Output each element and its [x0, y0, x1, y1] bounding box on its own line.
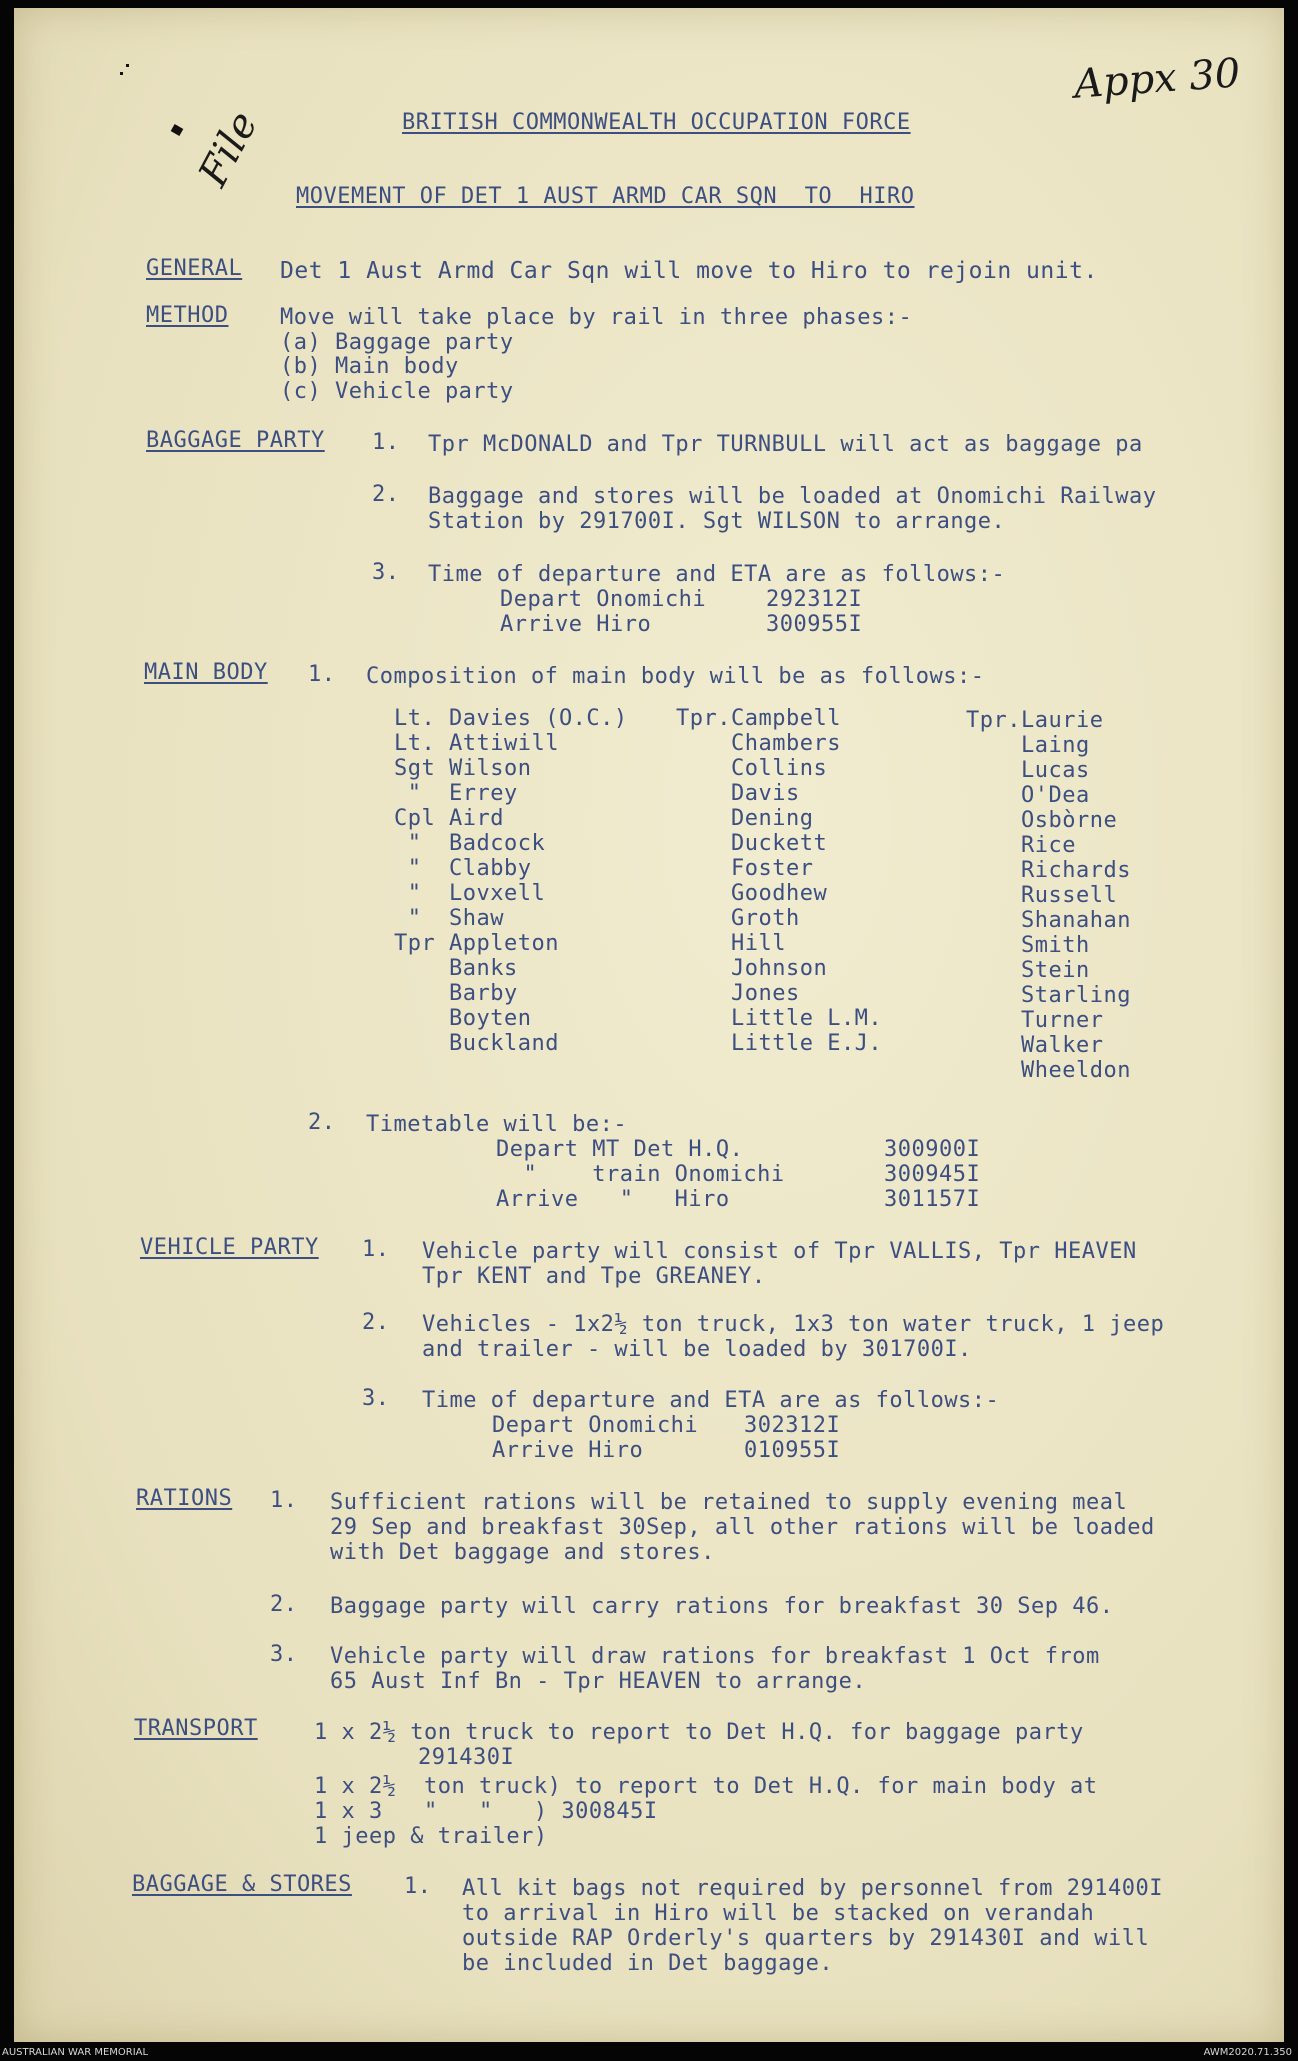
baggage-party-p2: Station by 291700I. Sgt WILSON to arrange. [428, 509, 1006, 534]
personnel-name: Sgt Wilson [394, 756, 532, 781]
main-body-p1: Composition of main body will be as follows:- [366, 664, 985, 689]
method-item: (c) Vehicle party [280, 379, 514, 404]
transport-line: 291430I [418, 1745, 515, 1770]
personnel-name: Smith [966, 933, 1090, 958]
paragraph-number: 3. [362, 1386, 390, 1411]
personnel-name: " Shaw [394, 906, 504, 931]
personnel-name: Lt. Attiwill [394, 731, 559, 756]
personnel-name: Dening [676, 806, 814, 831]
personnel-name: Hill [676, 931, 786, 956]
ink-mark [171, 124, 184, 136]
personnel-name: " Lovxell [394, 881, 546, 906]
personnel-name: Stein [966, 958, 1090, 983]
vehicle-party-p1: Tpr KENT and Tpe GREANEY. [422, 1264, 766, 1289]
transport-line: 1 jeep & trailer) [314, 1824, 548, 1849]
transport-line: 1 x 2½ ton truck) to report to Det H.Q. for main body at [314, 1774, 1098, 1799]
paragraph-number: 1. [308, 662, 336, 687]
main-body-p2: Timetable will be:- [366, 1112, 628, 1137]
paragraph-number: 1. [362, 1237, 390, 1262]
paragraph-number: 3. [372, 560, 400, 585]
personnel-name: Lucas [966, 758, 1090, 783]
depart-label: Depart Onomichi [500, 587, 707, 612]
transport-line: 1 x 3 " " ) 300845I [314, 1799, 658, 1824]
personnel-name: Boyten [394, 1006, 532, 1031]
method-intro: Move will take place by rail in three phases:- [280, 305, 913, 330]
personnel-name: Osbòrne [966, 808, 1118, 833]
personnel-name: Foster [676, 856, 814, 881]
personnel-name: Buckland [394, 1031, 559, 1056]
personnel-name: Richards [966, 858, 1131, 883]
paragraph-number: 2. [308, 1110, 336, 1135]
vehicle-party-p2: and trailer - will be loaded by 301700I. [422, 1337, 972, 1362]
timetable-time: 301157I [884, 1187, 981, 1212]
paragraph-number: 2. [362, 1310, 390, 1335]
personnel-name: Tpr.Laurie [966, 708, 1104, 733]
baggage-party-p1: Tpr McDONALD and Tpr TURNBULL will act as baggage pa [428, 432, 1143, 457]
paragraph-number: 1. [404, 1874, 432, 1899]
baggage-stores-line: outside RAP Orderly's quarters by 291430I and will [462, 1926, 1150, 1951]
method-heading: METHOD [146, 303, 229, 328]
personnel-name: Laing [966, 733, 1090, 758]
general-text: Det 1 Aust Armd Car Sqn will move to Hiro to rejoin unit. [280, 258, 1098, 284]
personnel-name: Shanahan [966, 908, 1131, 933]
baggage-party-p2: Baggage and stores will be loaded at Onomichi Railway [428, 484, 1157, 509]
personnel-name: Jones [676, 981, 800, 1006]
personnel-name: Rice [966, 833, 1076, 858]
vehicle-party-p2: Vehicles - 1x2½ ton truck, 1x3 ton water truck, 1 jeep [422, 1312, 1165, 1337]
transport-line: 1 x 2½ ton truck to report to Det H.Q. for baggage party [314, 1720, 1084, 1745]
rations-p1: Sufficient rations will be retained to supply evening meal [330, 1490, 1128, 1515]
personnel-name: Starling [966, 983, 1131, 1008]
depart-time: 292312I [766, 587, 863, 612]
arrive-time: 010955I [744, 1438, 841, 1463]
transport-heading: TRANSPORT [134, 1716, 258, 1741]
personnel-name: Goodhew [676, 881, 828, 906]
baggage-stores-line: be included in Det baggage. [462, 1951, 834, 1976]
rations-p1: 29 Sep and breakfast 30Sep, all other rations will be loaded [330, 1515, 1155, 1540]
method-item: (a) Baggage party [280, 330, 514, 355]
personnel-name: " Clabby [394, 856, 532, 881]
appx-annotation: Appx 30 [1072, 50, 1242, 108]
personnel-name: O'Dea [966, 783, 1090, 808]
footer-credit: AUSTRALIAN WAR MEMORIAL [2, 2047, 149, 2058]
method-item: (b) Main body [280, 354, 459, 379]
arrive-label: Arrive Hiro [500, 612, 652, 637]
arrive-label: Arrive Hiro [492, 1438, 644, 1463]
personnel-name: Tpr Appleton [394, 931, 559, 956]
paragraph-number: 1. [372, 430, 400, 455]
personnel-name: Little E.J. [676, 1031, 883, 1056]
rations-heading: RATIONS [136, 1486, 233, 1511]
baggage-party-p3: Time of departure and ETA are as follows:- [428, 562, 1006, 587]
personnel-name: Turner [966, 1008, 1104, 1033]
timetable-label: " train Onomichi [496, 1162, 785, 1187]
depart-label: Depart Onomichi [492, 1413, 699, 1438]
baggage-stores-line: All kit bags not required by personnel from 291400I [462, 1876, 1164, 1901]
main-body-heading: MAIN BODY [144, 660, 268, 685]
paragraph-number: 2. [270, 1592, 298, 1617]
rations-p2: Baggage party will carry rations for breakfast 30 Sep 46. [330, 1594, 1114, 1619]
vehicle-party-heading: VEHICLE PARTY [140, 1235, 319, 1260]
personnel-name: Johnson [676, 956, 828, 981]
personnel-name: " Errey [394, 781, 518, 806]
timetable-label: Depart MT Det H.Q. [496, 1137, 744, 1162]
file-annotation: File [190, 104, 267, 194]
personnel-name: Davis [676, 781, 800, 806]
timetable-time: 300900I [884, 1137, 981, 1162]
personnel-name: " Badcock [394, 831, 546, 856]
personnel-name: Cpl Aird [394, 806, 504, 831]
document-page [14, 8, 1284, 2042]
rations-p1: with Det baggage and stores. [330, 1540, 715, 1565]
timetable-label: Arrive " Hiro [496, 1187, 730, 1212]
personnel-name: Collins [676, 756, 828, 781]
general-heading: GENERAL [146, 256, 243, 281]
personnel-name: Banks [394, 956, 518, 981]
paragraph-number: 2. [372, 482, 400, 507]
baggage-stores-heading: BAGGAGE & STORES [132, 1872, 352, 1897]
document-subtitle: MOVEMENT OF DET 1 AUST ARMD CAR SQN TO HIRO [296, 184, 915, 209]
baggage-stores-line: to arrival in Hiro will be stacked on verandah [462, 1901, 1095, 1926]
depart-time: 302312I [744, 1413, 841, 1438]
footer-reference: AWM2020.71.350 [1203, 2047, 1292, 2058]
personnel-name: Little L.M. [676, 1006, 883, 1031]
personnel-name: Walker [966, 1033, 1104, 1058]
rations-p3: 65 Aust Inf Bn - Tpr HEAVEN to arrange. [330, 1669, 867, 1694]
personnel-name: Chambers [676, 731, 841, 756]
personnel-name: Tpr.Campbell [676, 706, 841, 731]
vehicle-party-p1: Vehicle party will consist of Tpr VALLIS, Tpr HEAVEN [422, 1239, 1137, 1264]
baggage-party-heading: BAGGAGE PARTY [146, 428, 325, 453]
personnel-name: Russell [966, 883, 1118, 908]
paragraph-number: 3. [270, 1642, 298, 1667]
personnel-name: Lt. Davies (O.C.) [394, 706, 628, 731]
timetable-time: 300945I [884, 1162, 981, 1187]
vehicle-party-p3: Time of departure and ETA are as follows:- [422, 1388, 1000, 1413]
paragraph-number: 1. [270, 1488, 298, 1513]
document-title: BRITISH COMMONWEALTH OCCUPATION FORCE [402, 110, 911, 135]
personnel-name: Barby [394, 981, 518, 1006]
personnel-name: Wheeldon [966, 1058, 1131, 1083]
ink-mark [126, 64, 129, 67]
rations-p3: Vehicle party will draw rations for breakfast 1 Oct from [330, 1644, 1100, 1669]
personnel-name: Duckett [676, 831, 828, 856]
arrive-time: 300955I [766, 612, 863, 637]
ink-mark [120, 72, 123, 75]
personnel-name: Groth [676, 906, 800, 931]
